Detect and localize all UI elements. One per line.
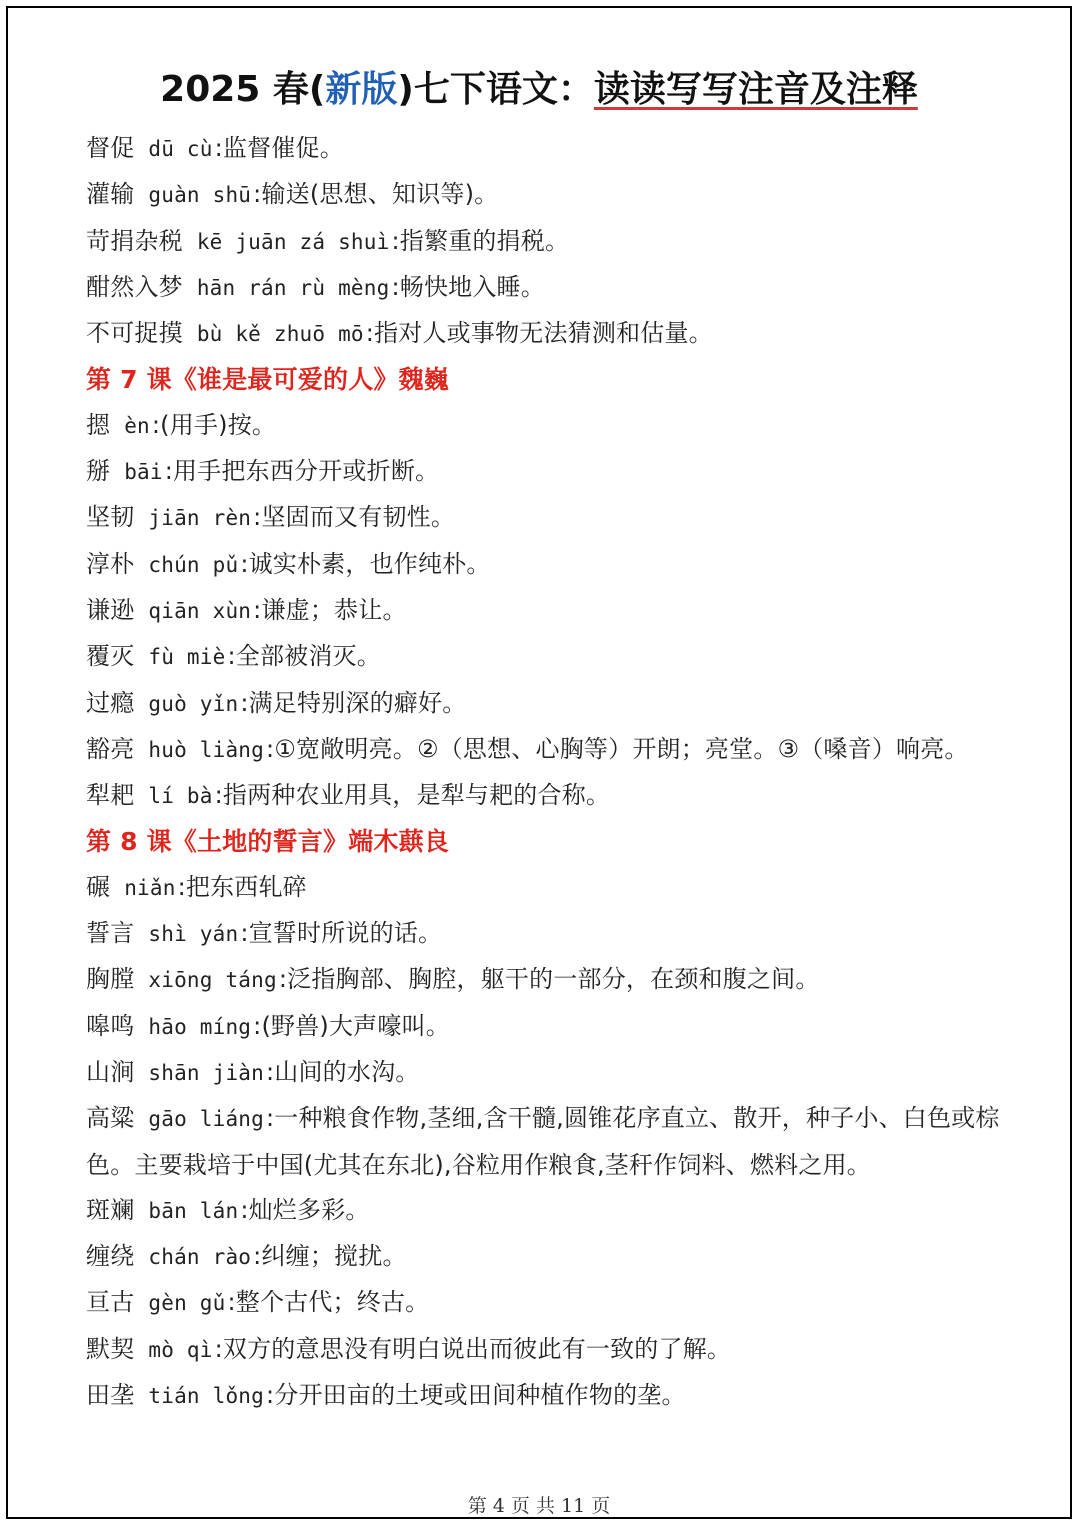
vocab-word: 斑斓 (86, 1195, 135, 1224)
vocab-entry (86, 172, 1021, 218)
vocab-entry (86, 634, 1021, 680)
vocab-definition: :指繁重的捐税。 (391, 226, 570, 255)
vocab-definition: :坚固而又有韧性。 (253, 503, 456, 532)
vocab-entry (86, 1096, 1021, 1188)
vocab-entry (86, 449, 1021, 495)
title-highlight: 新版 (325, 69, 398, 110)
vocab-word: 田垄 (86, 1381, 135, 1410)
vocab-word: 嗥鸣 (86, 1011, 135, 1040)
vocab-entry (86, 773, 1021, 819)
vocab-definition: :用手把东西分开或折断。 (164, 457, 440, 486)
vocab-pinyin: guàn shū (148, 183, 252, 208)
vocab-definition: :(野兽)大声嚎叫。 (253, 1011, 450, 1040)
vocab-pinyin: niǎn (124, 875, 176, 900)
vocab-word: 胸膛 (86, 965, 135, 994)
vocab-word: 谦逊 (86, 595, 135, 624)
vocab-pinyin: lí bà (148, 784, 213, 809)
vocab-pinyin: bāi (124, 460, 163, 485)
vocab-entry (86, 1280, 1021, 1326)
title-middle: )七下语文： (397, 69, 594, 110)
vocab-definition: :宣誓时所说的话。 (240, 919, 443, 948)
vocab-pinyin: shì yán (148, 922, 239, 947)
vocab-pinyin: guò yǐn (148, 691, 239, 716)
vocabulary-list (86, 126, 1021, 1419)
vocab-entry (86, 681, 1021, 727)
vocab-entry (86, 126, 1021, 172)
vocab-definition: :①宽敞明亮。②（思想、心胸等）开朗；亮堂。③（嗓音）响亮。 (266, 734, 969, 763)
vocab-entry (86, 403, 1021, 449)
title-prefix: 2025 春( (160, 69, 326, 110)
vocab-entry (86, 1004, 1021, 1050)
vocab-definition: :泛指胸部、胸腔，躯干的一部分，在颈和腹之间。 (278, 965, 820, 994)
vocab-pinyin: hān rán rù mèng (196, 275, 390, 300)
vocab-definition: :全部被消灭。 (227, 642, 381, 671)
vocab-definition: :指两种农业用具，是犁与耙的合称。 (214, 781, 611, 810)
vocab-word: 碾 (86, 872, 111, 901)
vocab-definition: :一种粮食作物,茎细,含干髓,圆锥花序直立、散开，种子小、白色或棕色。主要栽培于中国(尤其在东北),谷粒用作粮食,茎秆作饲料、燃料之用。 (86, 1104, 1000, 1179)
vocab-definition: :把东西轧碎 (177, 872, 307, 901)
vocab-definition: :灿烂多彩。 (240, 1195, 370, 1224)
vocab-word: 犁耙 (86, 781, 135, 810)
vocab-word: 督促 (86, 134, 135, 162)
vocab-word: 苛捐杂税 (86, 226, 183, 255)
vocab-pinyin: huò liàng (148, 737, 264, 762)
vocab-entry (86, 588, 1021, 634)
vocab-entry (86, 311, 1021, 357)
vocab-pinyin: chán rào (148, 1245, 252, 1270)
vocab-entry (86, 1373, 1021, 1419)
vocab-entry (86, 865, 1021, 911)
vocab-word: 誓言 (86, 919, 135, 948)
vocab-pinyin: xiōng táng (148, 968, 277, 993)
vocab-entry (86, 219, 1021, 265)
vocab-definition: :谦虚；恭让。 (253, 595, 407, 624)
vocab-definition: :满足特别深的癖好。 (240, 688, 467, 717)
vocab-pinyin: mò qì (148, 1337, 213, 1362)
vocab-pinyin: gèn gǔ (148, 1291, 226, 1316)
vocab-definition: :分开田亩的土埂或田间种植作物的垄。 (266, 1381, 686, 1410)
vocab-entry (86, 1327, 1021, 1373)
vocab-pinyin: qiān xùn (148, 598, 252, 623)
vocab-pinyin: hāo míng (148, 1014, 252, 1039)
lesson-heading: 第 7 课《谁是最可爱的人》魏巍 (86, 365, 450, 395)
page-number: 第 4 页 共 11 页 (467, 1495, 611, 1517)
vocab-pinyin: bān lán (148, 1198, 239, 1223)
vocab-definition: :山间的水沟。 (266, 1057, 420, 1086)
vocab-pinyin: kē juān zá shuì (196, 229, 390, 254)
vocab-definition: :整个古代；终古。 (227, 1288, 430, 1317)
vocab-definition: :双方的意思没有明白说出而彼此有一致的了解。 (214, 1334, 732, 1363)
vocab-definition: :监督催促。 (214, 134, 344, 162)
vocab-definition: :指对人或事物无法猜测和估量。 (365, 319, 713, 348)
vocab-word: 豁亮 (86, 734, 135, 763)
document-page (6, 6, 1072, 1519)
vocab-entry (86, 495, 1021, 541)
vocab-word: 淳朴 (86, 549, 135, 578)
vocab-word: 摁 (86, 410, 111, 439)
vocab-pinyin: bù kě zhuō mō (196, 322, 364, 347)
vocab-pinyin: shān jiàn (148, 1060, 264, 1085)
vocab-pinyin: gāo liáng (148, 1107, 264, 1132)
vocab-word: 覆灭 (86, 642, 135, 671)
vocab-word: 掰 (86, 457, 111, 486)
vocab-pinyin: chún pǔ (148, 552, 239, 577)
vocab-entry (86, 1188, 1021, 1234)
vocab-pinyin: fù miè (148, 645, 226, 670)
vocab-pinyin: èn (124, 413, 150, 438)
vocab-word: 缠绕 (86, 1242, 135, 1271)
vocab-pinyin: jiān rèn (148, 506, 252, 531)
vocab-definition: :(用手)按。 (151, 410, 277, 439)
vocab-entry (86, 542, 1021, 588)
vocab-definition: :诚实朴素，也作纯朴。 (240, 549, 491, 578)
vocab-entry (86, 911, 1021, 957)
vocab-word: 默契 (86, 1334, 135, 1363)
vocab-word: 不可捉摸 (86, 319, 183, 348)
vocab-definition: :纠缠；搅扰。 (253, 1242, 407, 1271)
page-title (8, 66, 1070, 114)
vocab-definition: :输送(思想、知识等)。 (253, 180, 499, 209)
vocab-word: 高粱 (86, 1104, 135, 1133)
vocab-entry (86, 957, 1021, 1003)
vocab-definition: :畅快地入睡。 (391, 272, 545, 301)
vocab-entry (86, 727, 1021, 773)
vocab-entry (86, 1050, 1021, 1096)
vocab-pinyin: tián lǒng (148, 1384, 264, 1409)
vocab-word: 亘古 (86, 1288, 135, 1317)
lesson-heading: 第 8 课《土地的誓言》端木蕻良 (86, 827, 450, 857)
vocab-word: 过瘾 (86, 688, 135, 717)
vocab-word: 坚韧 (86, 503, 135, 532)
vocab-entry (86, 1234, 1021, 1280)
title-underlined: 读读写写注音及注释 (593, 69, 918, 110)
vocab-pinyin: dū cù (148, 137, 213, 161)
vocab-word: 灌输 (86, 180, 135, 209)
vocab-entry (86, 265, 1021, 311)
vocab-word: 山涧 (86, 1057, 135, 1086)
vocab-word: 酣然入梦 (86, 272, 183, 301)
